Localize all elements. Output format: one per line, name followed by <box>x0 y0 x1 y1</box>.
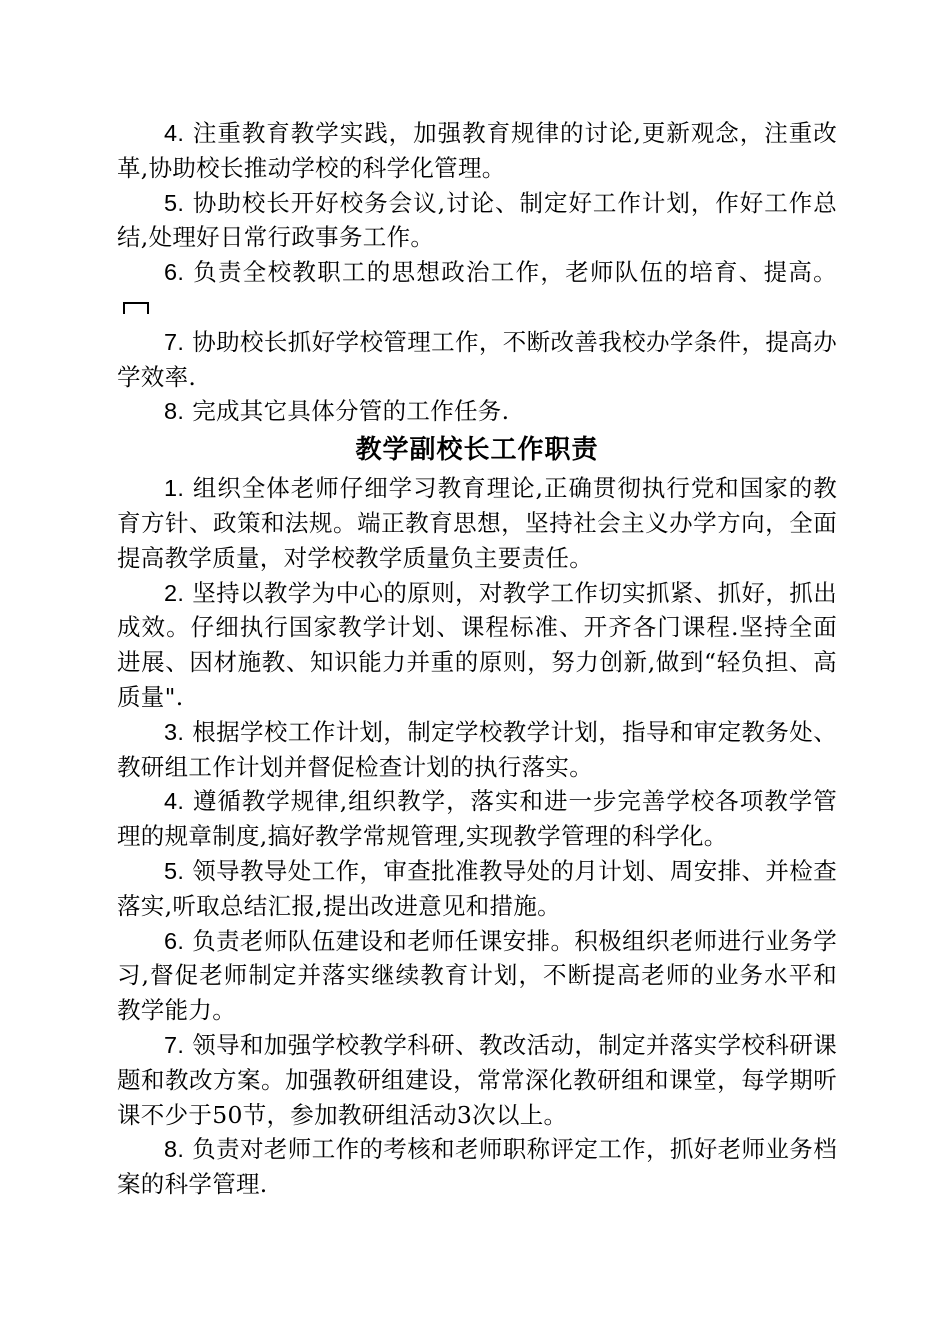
duty-item: 5. 协助校长开好校务会议,讨论、制定好工作计划，作好工作总结,处理好日常行政事务工作。 <box>117 188 837 252</box>
duty-item: 4. 遵循教学规律,组织教学，落实和进一步完善学校各项教学管理的规章制度,搞好教学常规管理,实现教学管理的科学化。 <box>117 787 837 851</box>
duty-item: 7. 领导和加强学校教学科研、教改活动，制定并落实学校科研课题和教改方案。加强教研组建设，常常深化教研组和课堂，每学期听课不少于50节，参加教研组活动3次以上。 <box>117 1030 837 1129</box>
duty-item: 1. 组织全体老师仔细学习教育理论,正确贯彻执行党和国家的教育方针、政策和法规。端正教育思想，坚持社会主义办学方向，全面提高教学质量，对学校教学质量负主要责任。 <box>117 474 837 572</box>
duty-item: 7. 协助校长抓好学校管理工作，不断改善我校办学条件，提高办学效率. <box>117 327 837 391</box>
duty-item: 5. 领导教导处工作，审查批准教导处的月计划、周安排、并检查落实,听取总结汇报,提出改进意见和措施。 <box>117 856 837 920</box>
duty-item: 8. 负责对老师工作的考核和老师职称评定工作，抓好老师业务档案的科学管理. <box>117 1135 837 1199</box>
duty-item: 8. 完成其它具体分管的工作任务. <box>164 397 510 426</box>
duty-item: 6. 负责老师队伍建设和老师任课安排。积极组织老师进行业务学习,督促老师制定并落实继续教育计划，不断提高老师的业务水平和教学能力。 <box>117 926 837 1025</box>
duty-item: 3. 根据学校工作计划，制定学校教学计划，指导和审定教务处、教研组工作计划并督促检查计划的执行落实。 <box>117 717 837 781</box>
duty-item: 4. 注重教育教学实践，加强教育规律的讨论,更新观念，注重改革,协助校长推动学校的科学化管理。 <box>117 119 837 182</box>
document-body <box>117 116 837 1202</box>
section-title: 教学副校长工作职责 <box>355 435 599 466</box>
duty-item: 2. 坚持以教学为中心的原则，对教学工作切实抓紧、抓好，抓出成效。仔细执行国家教学计划、课程标准、开齐各门课程.坚持全面进展、因材施教、知识能力并重的原则，努力创新,做到“轻负担、高质量". <box>117 578 837 711</box>
stray-mark-icon <box>123 302 149 314</box>
duty-item: 6. 负责全校教职工的思想政治工作，老师队伍的培育、提高。 <box>117 255 837 325</box>
